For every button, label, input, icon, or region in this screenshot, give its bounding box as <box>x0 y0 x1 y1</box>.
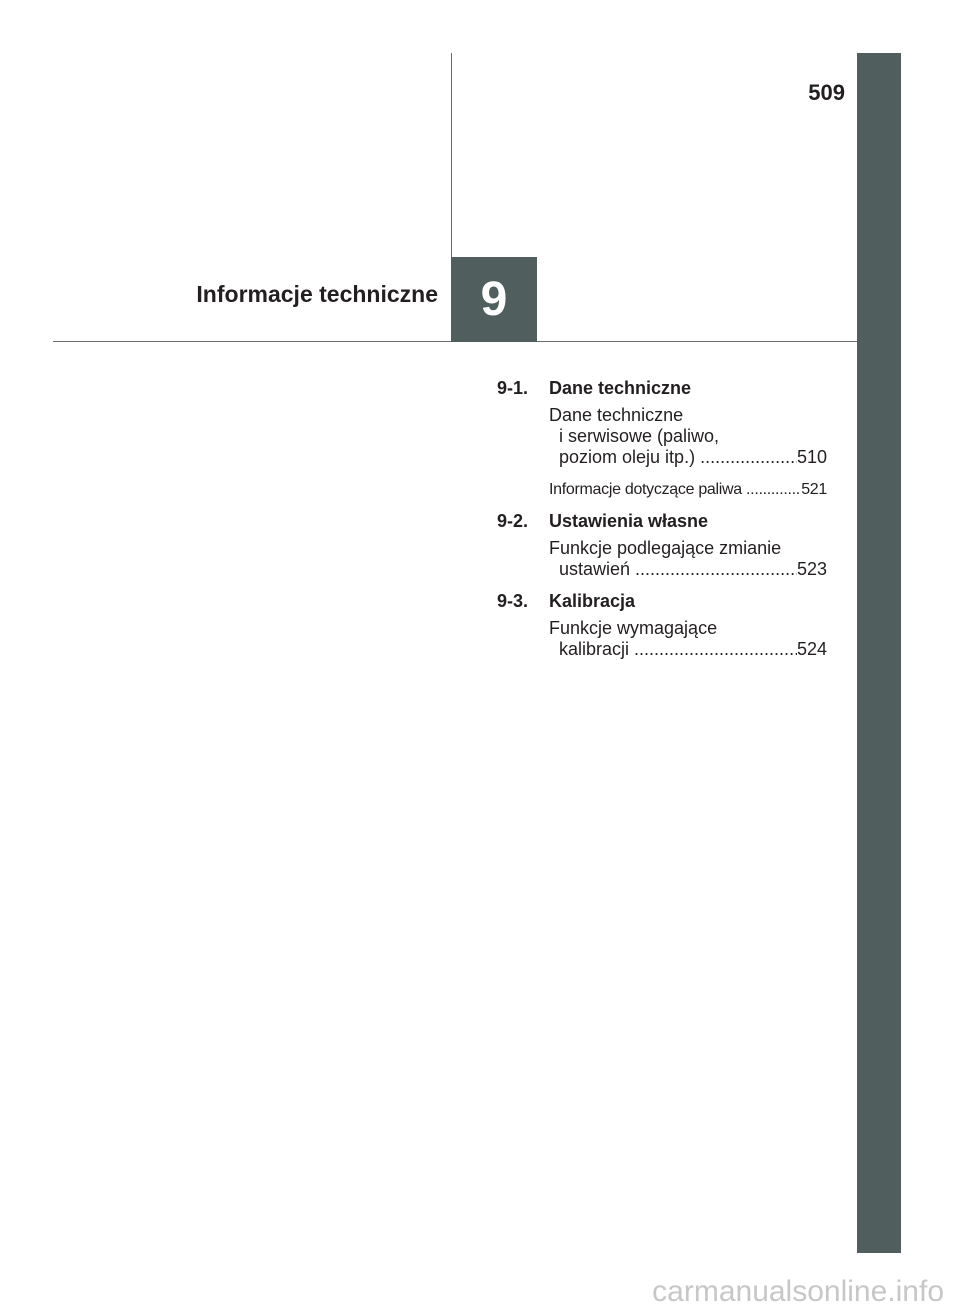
entry-last-line <box>549 447 827 468</box>
entry-line: Funkcje wymagające <box>549 618 718 638</box>
entry-line: Funkcje podlegające zmianie <box>549 538 782 558</box>
toc-entry[interactable] <box>549 538 827 580</box>
entry-label: ustawień ..... <box>559 559 797 580</box>
entry-last-line <box>549 559 827 580</box>
section-title: Ustawienia własne <box>549 511 709 531</box>
chapter-side-tab <box>857 53 901 1253</box>
chapter-title: Informacje techniczne <box>196 281 438 307</box>
entry-page-number: 521 <box>801 481 827 498</box>
entry-label: poziom oleju itp.) ..... <box>559 447 797 468</box>
toc-entry[interactable] <box>549 618 827 660</box>
table-of-contents <box>497 378 827 671</box>
toc-section-9-3 <box>497 591 827 660</box>
entry-line: i serwisowe (paliwo, <box>559 426 720 446</box>
section-number: 9-3. <box>497 591 529 611</box>
entry-page-number: 524 <box>796 639 827 659</box>
section-number: 9-2. <box>497 511 529 531</box>
toc-section-9-2 <box>497 511 827 580</box>
section-title: Kalibracja <box>549 591 636 611</box>
page-number: 509 <box>808 80 845 105</box>
entry-last-line <box>549 639 827 660</box>
watermark: carmanualsonline.info <box>652 1275 944 1308</box>
toc-section-heading[interactable] <box>497 591 827 612</box>
toc-entry[interactable] <box>549 405 827 468</box>
section-number: 9-1. <box>497 378 529 398</box>
toc-section-heading[interactable] <box>497 511 827 532</box>
entry-page-number: 523 <box>796 559 827 579</box>
entry-page-number: 510 <box>796 447 827 467</box>
section-title: Dane techniczne <box>549 378 692 398</box>
chapter-number-box: 9 <box>451 257 537 342</box>
toc-section-9-1 <box>497 378 827 500</box>
toc-section-heading[interactable] <box>497 378 827 399</box>
entry-line: Dane techniczne <box>549 405 684 425</box>
entry-label: Informacje dotyczące paliwa ..... <box>549 479 801 500</box>
toc-entry[interactable] <box>549 479 827 500</box>
entry-label: kalibracji ..... <box>559 639 797 660</box>
